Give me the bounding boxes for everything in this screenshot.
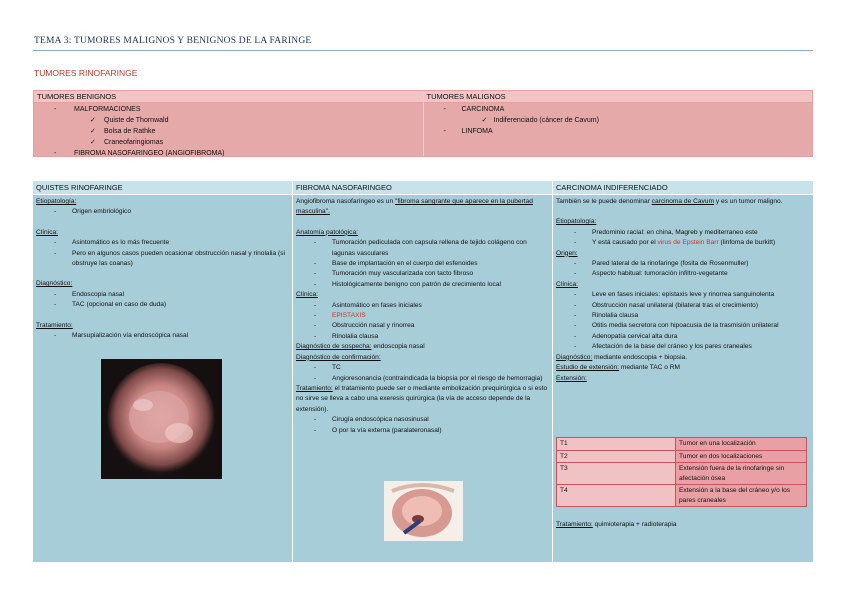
list-item: - Tumoración pediculada con capsula rellena de tejido colágeno con lagunas vasculares	[314, 239, 527, 257]
benign-heading: TUMORES BENIGNOS	[34, 91, 423, 103]
table-row: T1 Tumor en una localización	[557, 438, 807, 451]
intro-text: También se le puede denominar carcinoma de Cavum y es un tumor maligno.	[556, 198, 783, 205]
list-item: - MALFORMACIONES	[54, 106, 141, 113]
table-row: T2 Tumor en dos localizaciones	[557, 450, 807, 463]
section-label: Extensión:	[556, 374, 587, 382]
list-item: - Predominio racial: en china, Magreb y mediterraneo este	[574, 228, 758, 236]
list-item: - Aspecto habitual: tumoración infiltro-vegetante	[574, 270, 728, 278]
list-item: ✓ Quiste de Thornwald	[90, 117, 169, 124]
checkmark-icon: ✓	[90, 139, 96, 146]
checkmark-icon: ✓	[481, 117, 488, 124]
fibroma-column	[292, 181, 552, 562]
section-subtitle: TUMORES RINOFARINGE	[34, 68, 138, 78]
quistes-column	[33, 181, 292, 562]
list-item: - Pared lateral de la rinofaringe (fosita de Rosenmuller)	[574, 260, 749, 268]
list-item: - FIBROMA NASOFARINGEO (ANGIOFIBROMA)	[54, 150, 225, 157]
treatment-text: Tratamiento: el tratamiento puede ser o mediante embolización prequirúrgica o si esto no sirve se lleva a cabo una exeresis quirúrgica (la vía de acceso depende de la extensión).	[296, 384, 548, 413]
section-label: Anatomía patológica:	[296, 228, 358, 236]
checkmark-icon: ✓	[90, 128, 96, 135]
section-label: Origen:	[556, 249, 578, 257]
section-label: Etiopatología:	[556, 218, 597, 226]
list-item: - LINFOMA	[443, 128, 493, 135]
section-label: Etiopatología:	[36, 198, 77, 205]
list-item: - CARCINOMA	[443, 106, 505, 113]
treatment-text: Tratamiento: quimioterapia + radioterapia	[556, 521, 677, 528]
column-heading: FIBROMA NASOFARINGEO	[293, 181, 552, 195]
benign-column	[34, 91, 423, 156]
tumor-classification-table	[33, 90, 813, 157]
list-item: - Origen embriológico	[54, 208, 132, 216]
list-item: - Asintomático es lo más frecuente	[54, 239, 170, 247]
surgery-image	[384, 481, 463, 541]
tnm-staging-table	[556, 437, 807, 507]
table-row: T4 Extensión a la base del cráneo y/o los pares craneales	[557, 485, 807, 507]
section-label: Diagnóstico:	[36, 280, 73, 288]
list-item: - Base de implantación en el cuerpo del esfenoides	[314, 260, 478, 268]
section-label: Clínica:	[36, 228, 58, 236]
list-item: - Adenopatía cervical alta dura	[574, 332, 678, 340]
section-label: Tratamiento:	[36, 321, 73, 329]
list-item: - EPISTAXIS	[314, 312, 366, 320]
column-heading: QUISTES RINOFARINGE	[33, 181, 292, 195]
list-item: - Pero en algunos casos pueden ocasionar obstrucción nasal y rinolalia (si obstruye las coanas)	[54, 249, 285, 268]
list-item: - Histológicamente benigno con patrón de crecimiento local	[314, 280, 501, 288]
section-label: Clínica:	[296, 291, 318, 299]
list-item: - Angioresonancia (contraindicada la biopsia por el riesgo de hemorragia)	[314, 374, 543, 382]
list-item: - Marsupialización vía endoscópica nasal	[54, 332, 189, 340]
list-item: - TAC (opcional en caso de duda)	[54, 301, 167, 309]
details-table	[33, 181, 813, 562]
checkmark-icon: ✓	[90, 117, 96, 124]
list-item: ✓ Craneofaringiomas	[90, 139, 164, 146]
section-label: Diagnóstico de confirmación:	[296, 353, 381, 361]
list-item: - Asintomático en fases iniciales	[314, 301, 422, 309]
list-item: - Endoscopia nasal	[54, 290, 125, 298]
malignant-heading: TUMORES MALIGNOS	[424, 91, 813, 103]
column-heading: CARCINOMA INDIFERENCIADO	[553, 181, 813, 195]
list-item: - Rinolalia clausa	[574, 312, 639, 320]
list-item: - Obstrucción nasal y rinorrea	[314, 322, 415, 330]
endoscopy-image	[101, 359, 222, 479]
extension-study-text: Estudio de extensión: mediante TAC o RM	[556, 364, 681, 372]
list-item: - Y está causado por el virus de Epstein Barr (linfoma de burkitt)	[574, 239, 776, 247]
diagnosis-text: Diagnóstico: mediante endoscopia + biopsia.	[556, 353, 688, 361]
carcinoma-column	[552, 181, 813, 562]
list-item: - Rinolalia clausa	[314, 332, 379, 340]
section-label: Clínica:	[556, 280, 578, 288]
list-item: - Obstrucción nasal unilateral (bilateral tras el crecimiento)	[574, 301, 759, 309]
list-item: ✓ Indiferenciado (cáncer de Cavum)	[481, 117, 599, 124]
list-item: - Tumoración muy vascularizada con tacto fibroso	[314, 270, 474, 278]
list-item: - Otitis media secretora con hipoacusia de la trasmisión unilateral	[574, 322, 779, 330]
list-item: - Cirugía endoscópica nasosinusal	[314, 416, 429, 424]
list-item: - TC	[314, 364, 341, 372]
list-item: ✓ Bolsa de Rathke	[90, 128, 156, 135]
list-item: - O por la vía externa (paralateronasal)	[314, 426, 442, 434]
intro-text: Angiofibroma nasofaríngeo es un "fibroma sangrante que aparece en la pubertad masculina".	[296, 198, 533, 216]
title-divider	[33, 50, 813, 51]
page-title: TEMA 3: TUMORES MALIGNOS Y BENIGNOS DE LA FARINGE	[34, 36, 312, 46]
diagnosis-suspicion: Diagnóstico de sospecha: endoscopia nasal	[296, 343, 425, 351]
malignant-column	[423, 91, 813, 156]
table-row: T3 Extensión fuera de la rinofaringe sin afectación ósea	[557, 463, 807, 485]
list-item: - Leve en fases iniciales: epistaxis leve y rinorrea sanguinolenta	[574, 291, 775, 299]
list-item: - Afectación de la base del cráneo y los pares craneales	[574, 343, 752, 351]
